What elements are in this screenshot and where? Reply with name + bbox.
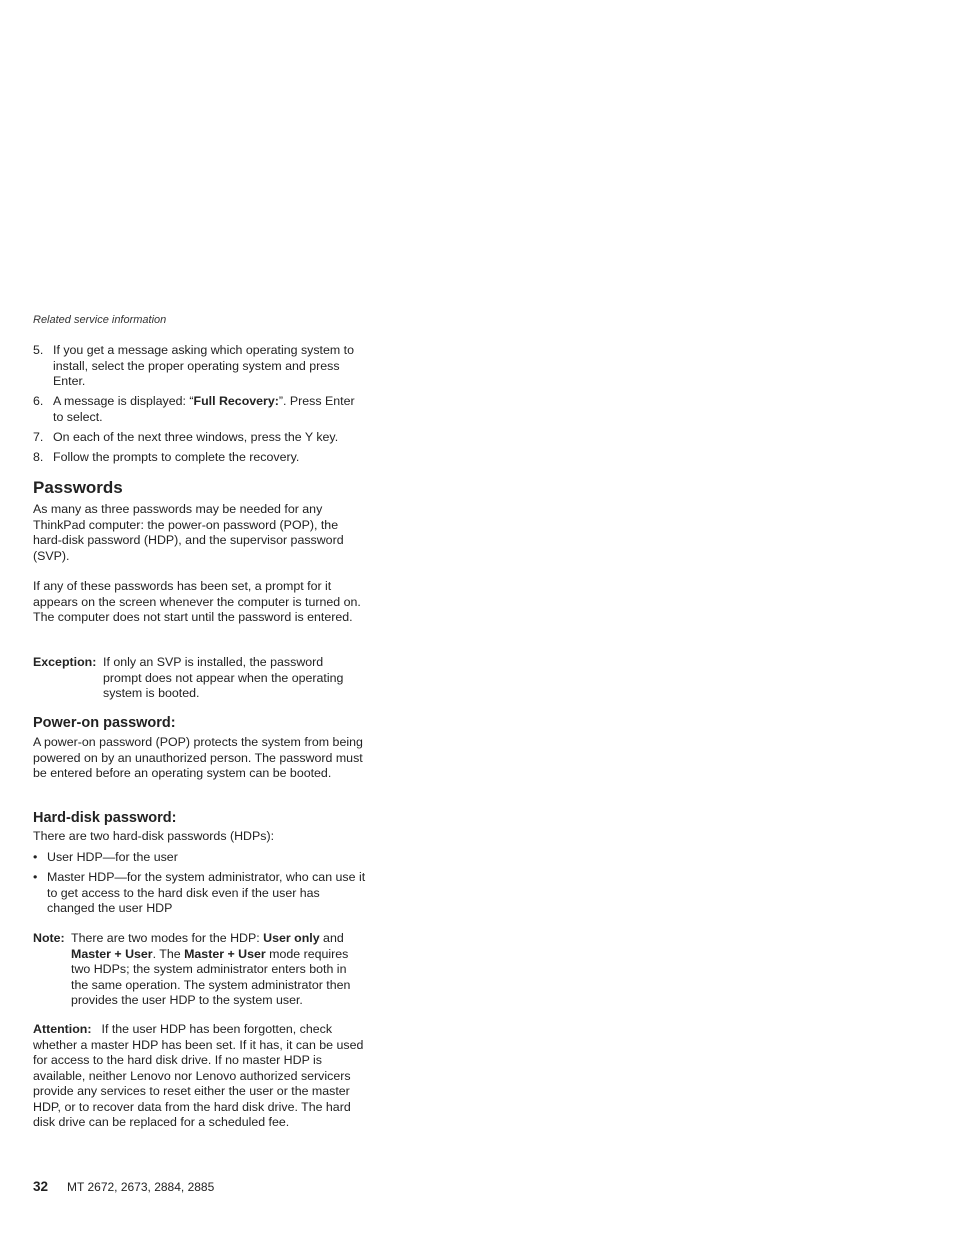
note-text-part: . The	[152, 946, 185, 961]
note-text	[71, 931, 367, 1009]
step-text-post: ”. Press Enter to select.	[53, 394, 355, 424]
step-text-pre: A message is displayed: “	[53, 394, 194, 408]
step-number: 7.	[33, 429, 44, 444]
note-label: Note:	[33, 931, 65, 945]
bullet-text: User HDP—for the user	[47, 850, 178, 864]
section-title-passwords: Passwords	[33, 478, 123, 497]
page-number: 32	[33, 1179, 49, 1194]
running-header: Related service information	[33, 314, 167, 326]
step-number: 6.	[33, 394, 44, 408]
list-item	[33, 870, 367, 917]
note-text-part: mode requires two HDPs; the system administrator enters both in the same operation. The system administrator then provides the user HDP to the system user.	[71, 946, 351, 1007]
list-item	[33, 450, 367, 466]
power-on-description: A power-on password (POP) protects the system from being powered on by an unauthorized person. The password must be entered before an operating system can be booted.	[33, 735, 363, 780]
attention-block	[33, 1022, 367, 1131]
step-text: On each of the next three windows, press the Y key.	[53, 429, 339, 444]
list-item	[33, 343, 367, 390]
subsection-title-hard-disk: Hard-disk password:	[33, 810, 177, 826]
footer-models: MT 2672, 2673, 2884, 2885	[67, 1180, 215, 1194]
step-number: 5.	[33, 343, 44, 357]
page-footer	[33, 1179, 214, 1194]
recovery-steps-list	[33, 343, 367, 470]
hdp-bullet-list	[33, 850, 367, 921]
step-number: 8.	[33, 449, 44, 464]
note-mode-master-user: Master + User	[184, 946, 266, 961]
bullet-text: Master HDP—for the system administrator, who can use it to get access to the hard disk even if the user has changed the user HDP	[47, 870, 366, 915]
note-mode-master-user: Master + User	[71, 946, 153, 961]
passwords-intro: As many as three passwords may be needed for any ThinkPad computer: the power-on password (POP), the hard-disk password (HDP), and the supervisor password (SVP).	[33, 502, 344, 563]
exception-text: If only an SVP is installed, the password prompt does not appear when the operating system is booted.	[103, 655, 344, 700]
list-item	[33, 430, 367, 446]
attention-label: Attention:	[33, 1022, 92, 1036]
list-item	[33, 850, 367, 866]
step-text-bold: Full Recovery:	[193, 394, 279, 408]
list-item	[33, 394, 367, 425]
exception-label: Exception:	[33, 655, 97, 669]
step-text	[53, 394, 367, 425]
note-mode-user-only: User only	[263, 931, 320, 945]
subsection-title-power-on: Power-on password:	[33, 715, 176, 731]
note-block	[33, 931, 367, 1009]
exception-block	[33, 655, 367, 702]
hard-disk-intro: There are two hard-disk passwords (HDPs):	[33, 829, 275, 843]
passwords-prompt-paragraph: If any of these passwords has been set, a prompt for it appears on the screen whenever the computer is turned on. The computer does not start until the password is entered.	[33, 579, 361, 624]
step-text: Follow the prompts to complete the recovery.	[53, 449, 300, 464]
attention-text: If the user HDP has been forgotten, check whether a master HDP has been set. If it has, it can be used for access to the hard disk drive. If no master HDP is available, neither Lenovo nor Lenovo authorized servicers provide any services to reset either the user or the master HDP, or to recover data from the hard disk drive. The hard disk drive can be replaced for a scheduled fee.	[33, 1022, 364, 1129]
note-text-part: There are two modes for the HDP:	[71, 931, 264, 945]
step-text: If you get a message asking which operating system to install, select the proper operating system and press Enter.	[53, 343, 354, 388]
bullet-icon: •	[33, 870, 38, 884]
note-text-part: and	[319, 931, 344, 945]
bullet-icon: •	[33, 850, 38, 864]
